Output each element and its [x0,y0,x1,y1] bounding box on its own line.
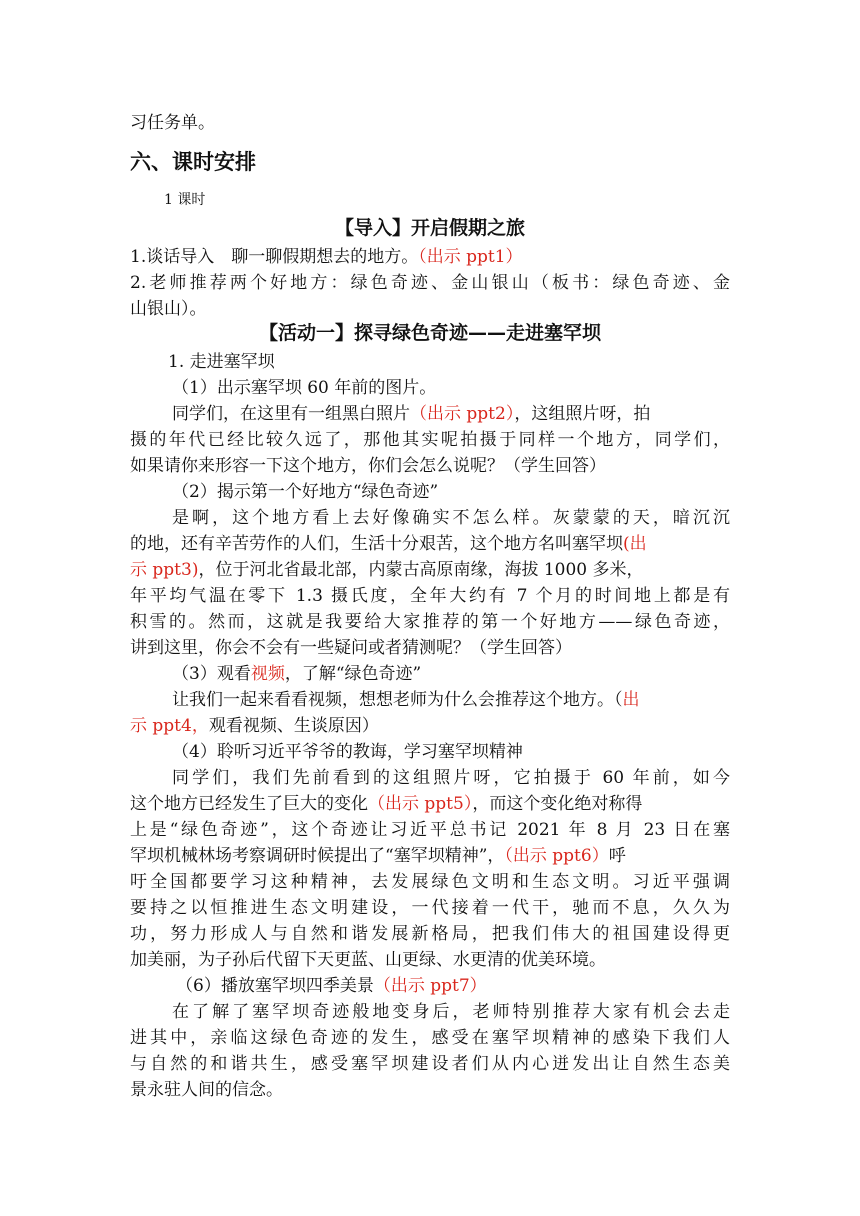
text-line [172,661,772,687]
text-line: 山银山）。 [130,299,207,319]
text-line [176,973,776,999]
text-line: 摄的年代已经比较久远了，那他其实呢拍摄于同样一个地方，同学们， [130,430,730,450]
text-line: 进其中，亲临这绿色奇迹的发生，感受在塞罕坝精神的感染下我们人 [130,1028,730,1048]
text-line: （2）揭示第一个好地方“绿色奇迹” [172,482,439,502]
text-span: 1.谈话导入 聊一聊假期想去的地方。 [130,247,419,267]
text-span: 观看视频、生谈原因） [208,716,379,736]
text-line [172,687,772,713]
activity-one-title: 【活动一】探寻绿色奇迹——走进塞罕坝 [258,322,601,344]
period-note: 1 课时 [164,192,206,208]
text-span: ，位于河北省最北部，内蒙古高原南缘，海拔 1000 多米， [198,560,644,580]
ppt-reference: （出示 ppt2） [410,404,515,424]
text-line: 同学们，我们先前看到的这组照片呀，它拍摄于 60 年前，如今 [172,768,730,788]
text-span: 罕坝机械林场考察调研时候提出了“塞罕坝精神”， [130,846,505,866]
text-line: 如果请你来形容一下这个地方，你们会怎么说呢？（学生回答） [130,456,606,476]
text-line [130,791,730,817]
text-line: （1）出示塞罕坝 60 年前的图片。 [172,378,437,398]
text-span: 的地，还有辛苦劳作的人们，生活十分艰苦，这个地方名叫塞罕坝 [130,534,623,554]
text-span: 同学们，在这里有一组黑白照片 [172,404,410,424]
section-heading: 六、课时安排 [130,150,256,174]
text-line: 功，努力形成人与自然和谐发展新格局，把我们伟大的祖国建设得更 [130,924,730,944]
text-line [130,713,730,739]
text-span: ，这组照片呀，拍 [514,404,651,424]
text-line: 是啊，这个地方看上去好像确实不怎么样。灰蒙蒙的天，暗沉沉 [172,508,730,528]
text-span: （3）观看 [172,664,251,684]
text-line [130,110,730,136]
text-line [130,244,730,270]
text-span: 呼 [608,846,626,866]
text-line: 加美丽，为子孙后代留下天更蓝、山更绿、水更清的优美环境。 [130,950,606,970]
text-line: 年平均气温在零下 1.3 摄氏度，全年大约有 7 个月的时间地上都是有 [130,586,730,606]
text-line: 要持之以恒推进生态文明建设，一代接着一代干，驰而不息，久久为 [130,898,730,918]
text-line: （4）聆听习近平爷爷的教诲，学习塞罕坝精神 [172,742,523,762]
text-span: ，了解“绿色奇迹” [284,664,422,684]
text-span: 让我们一起来看看视频，想想老师为什么会推荐这个地方。（ [172,690,623,710]
ppt-reference: （出示 ppt5） [368,794,473,814]
video-reference: 视频 [250,664,285,684]
ppt-reference: (出 [623,534,647,554]
ppt-reference: （出示 ppt1） [418,247,523,267]
ppt-reference: 示 ppt3) [130,560,199,580]
text-span: 这个地方已经发生了巨大的变化 [130,794,368,814]
ppt-reference: （出示 ppt6） [504,846,609,866]
text-line: 景永驻人间的信念。 [130,1080,283,1100]
text-line: 2.老师推荐两个好地方：绿色奇迹、金山银山（板书：绿色奇迹、金 [130,273,730,293]
text-line: 积雪的。然而，这就是我要给大家推荐的第一个好地方——绿色奇迹， [130,612,730,632]
text-line: 上是“绿色奇迹”，这个奇迹让习近平总书记 2021 年 8 月 23 日在塞 [130,820,730,840]
text-line: 吁全国都要学习这种精神，去发展绿色文明和生态文明。习近平强调 [130,872,730,892]
text-line: 在了解了塞罕坝奇迹般地变身后，老师特别推荐大家有机会去走 [172,1002,730,1022]
text-span: ，而这个变化绝对称得 [472,794,643,814]
text-span: （6）播放塞罕坝四季美景 [176,976,374,996]
text-line: 1. 走进塞罕坝 [168,352,275,372]
text-line [130,843,730,869]
intro-title: 【导入】开启假期之旅 [334,217,525,239]
text-line [130,557,730,583]
text-line [172,401,730,427]
text-line: 讲到这里，你会不会有一些疑问或者猜测呢？（学生回答） [130,638,572,658]
ppt-reference: 示 ppt4， [130,716,209,736]
text-span: 习任务单。 [130,113,215,133]
ppt-reference: 出 [622,690,640,710]
ppt-reference: （出示 ppt7） [373,976,487,996]
text-line [130,531,730,557]
text-line: 与自然的和谐共生，感受塞罕坝建设者们从内心迸发出让自然生态美 [130,1054,730,1074]
